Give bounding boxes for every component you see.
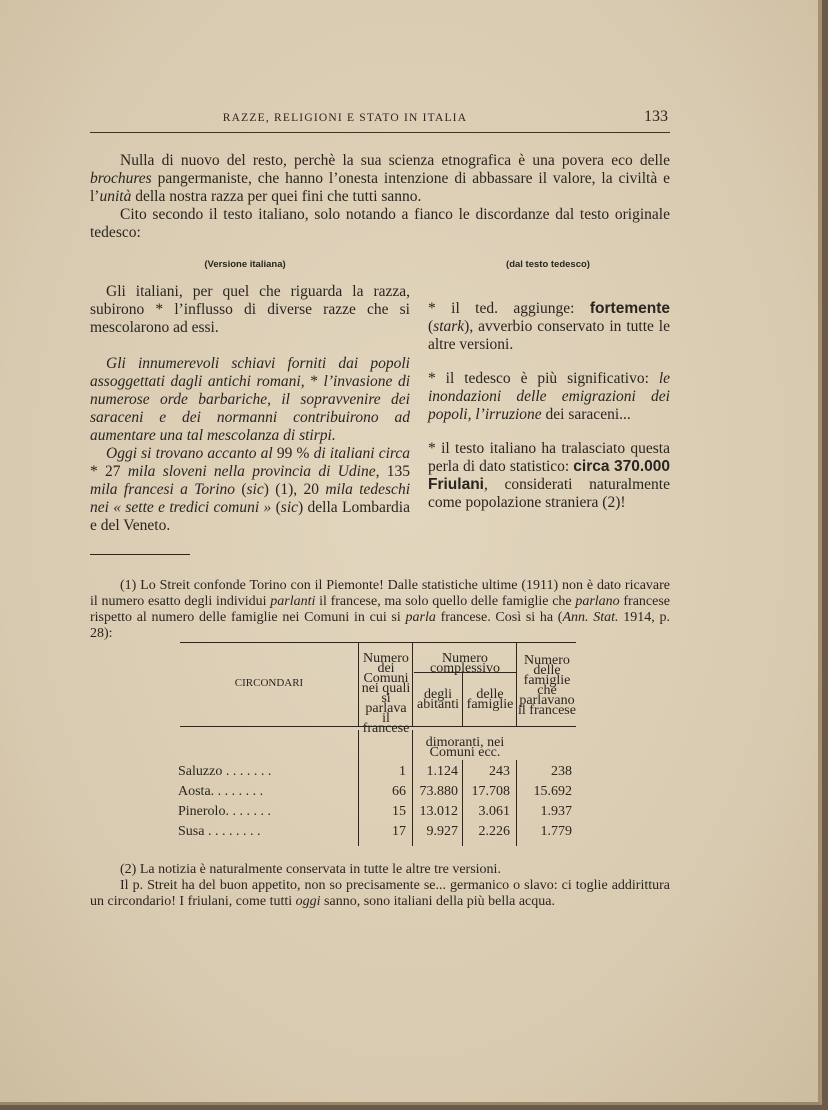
footnote-2-line-2 — [90, 878, 670, 910]
left-paragraph-3 — [90, 445, 410, 535]
fn2-b: oggi — [295, 894, 321, 909]
table-cell-comuni: 66 — [392, 784, 406, 799]
header-famiglie: delle famiglie — [466, 687, 514, 712]
table-cell-parlavano: 238 — [551, 764, 572, 779]
left-p3-a: Oggi si trovano accanto al — [106, 445, 277, 462]
left-p3-k: mila tedeschi nei « sette e tredici comuni » — [90, 481, 410, 516]
table-cell-parlavano: 1.937 — [540, 804, 572, 819]
page-number: 133 — [644, 108, 668, 125]
table-vline-body-3 — [462, 760, 463, 846]
table-cell-parlavano: 15.692 — [533, 784, 572, 799]
footnote-1-text — [90, 578, 670, 642]
fn1-i: 1914, p. 28): — [90, 610, 670, 641]
table-cell-abitanti: 13.012 — [419, 804, 458, 819]
right-column-heading: (dal testo tedesco) — [506, 259, 590, 270]
note-dimoranti: dimoranti, nei Comuni ecc. — [425, 735, 505, 760]
left-p3-e: mila sloveni nella provincia di Udine, — [127, 463, 380, 480]
fn1-a: (1) Lo Streit confonde Torino con il Piemonte! Dalle statistiche ultime (1911) non è dato ricavare il numero esatto degli individui — [90, 578, 670, 609]
table-cell-name: Aosta. . . . . . . . — [178, 784, 264, 799]
table-cell-abitanti: 9.927 — [426, 824, 458, 839]
left-p2-c: l’invasione di numerose orde barbariche, il sopravvenire dei saraceni e dei normanni contribuirono ad aumentare una tal mescolanza di stirpi. — [90, 373, 411, 444]
table-vline-3 — [462, 672, 463, 726]
table-cell-famiglie: 243 — [489, 764, 510, 779]
table-vline-1 — [358, 642, 359, 726]
fn1-d: parlano — [575, 594, 620, 609]
fn1-b: parlanti — [270, 594, 316, 609]
fn1-c: il francese, ma solo quello delle famiglie che — [315, 594, 576, 609]
intro-p1-c: pangermaniste, che hanno l’onesta intenzione di abbassare il valore, la civiltà e l’ — [90, 170, 670, 205]
header-parlavano: Numero delle famiglie che parlavano il francese — [518, 653, 576, 718]
footnote-2-line-1: (2) La notizia è naturalmente conservata in tutte le altre tre versioni. — [120, 862, 501, 877]
fn1-g: francese. Così si ha ( — [435, 610, 563, 625]
intro-p1-e: della nostra razza per quei fini che tutti sanno. — [131, 188, 422, 205]
intro-p1-d: unità — [99, 188, 132, 205]
table-cell-name: Pinerolo. . . . . . . — [178, 804, 271, 819]
left-p3-b: 99 % — [276, 445, 310, 462]
right-n2-b: le inondazioni delle emigrazioni dei popoli, l’irruzione — [428, 370, 670, 423]
left-p3-j: ) (1), 20 — [263, 481, 326, 498]
right-note-1 — [428, 300, 670, 354]
left-p2-a: Gli innumerevoli schiavi forniti dai popoli assoggettati dagli antichi romani, — [90, 355, 410, 390]
left-p3-h: ( — [235, 481, 247, 498]
running-header — [90, 108, 670, 133]
left-p3-n: ) della Lombardia e del Veneto. — [90, 499, 410, 534]
intro-text — [90, 152, 670, 242]
header-abitanti: degli abitanti — [417, 687, 459, 712]
table-cell-abitanti: 1.124 — [426, 764, 458, 779]
left-p3-d: * 27 — [90, 463, 128, 480]
right-note-3 — [428, 440, 670, 512]
right-n2-c: dei saraceni... — [541, 406, 631, 423]
right-n3-b: circa 370.000 Friulani — [428, 458, 670, 493]
fn1-f: parla — [405, 610, 436, 625]
left-paragraph-2 — [90, 355, 410, 445]
left-p3-g: mila francesi a Torino — [90, 481, 236, 498]
right-n1-c: ( — [428, 318, 434, 335]
table-cell-abitanti: 73.880 — [419, 784, 458, 799]
left-column — [90, 283, 410, 535]
left-p3-l: ( — [271, 499, 281, 516]
table-vline-2 — [412, 642, 413, 726]
table-cell-famiglie: 3.061 — [478, 804, 510, 819]
right-n1-a: * il ted. aggiunge: — [428, 300, 590, 317]
left-p3-i: sic — [246, 481, 264, 498]
right-n3-a: * il testo italiano ha tralasciato questa perla di dato statistico: — [428, 440, 670, 475]
table-cell-name: Susa . . . . . . . . — [178, 824, 261, 839]
table-cell-comuni: 17 — [392, 824, 406, 839]
footnote-1 — [90, 578, 670, 642]
right-note-2 — [428, 370, 670, 424]
left-p3-m: sic — [280, 499, 299, 516]
table-cell-famiglie: 17.708 — [471, 784, 510, 799]
right-n1-d: stark — [433, 318, 465, 335]
intro-p1-a: Nulla di nuovo del resto, perchè la sua scienza etnografica è una povera eco delle — [120, 152, 670, 169]
left-paragraph-1: Gli italiani, per quel che riguarda la razza, subirono * l’influsso di diverse razze che si mescolarono ad essi. — [90, 283, 410, 336]
footnote-2 — [90, 862, 670, 910]
header-circondari: CIRCONDARI — [234, 677, 304, 689]
statistics-table — [180, 642, 576, 848]
left-p3-f: 135 — [379, 463, 411, 480]
fn1-e: francese rispetto al numero delle famiglie nei Comuni in cui si — [90, 594, 670, 625]
left-p2-b: * — [310, 373, 324, 390]
intro-paragraph-2: Cito secondo il testo italiano, solo notando a fianco le discordanze dal testo originale tedesco: — [90, 206, 670, 241]
intro-paragraph-1 — [90, 152, 670, 206]
right-n2-a: * il tedesco è più significativo: — [428, 370, 659, 387]
left-p3-c: di italiani circa — [309, 445, 410, 462]
footnote-separator — [90, 554, 190, 555]
table-vline-body-1 — [358, 730, 359, 846]
fn2-c: sanno, sono italiani della più bella acqua. — [320, 894, 555, 909]
table-cell-comuni: 15 — [392, 804, 406, 819]
table-cell-famiglie: 2.226 — [478, 824, 510, 839]
table-vline-4 — [516, 642, 517, 726]
right-n1-e: ), avverbio conservato in tutte le altre versioni. — [428, 318, 670, 353]
right-n1-b: fortemente — [589, 300, 670, 317]
header-complessivo: Numero complessivo — [430, 651, 500, 676]
left-column-heading: (Versione italiana) — [204, 259, 286, 270]
table-vline-body-2 — [412, 730, 413, 846]
running-title: RAZZE, RELIGIONI E STATO IN ITALIA — [222, 112, 468, 124]
table-cell-name: Saluzzo . . . . . . . — [178, 764, 272, 779]
table-vline-body-4 — [516, 760, 517, 846]
table-cell-comuni: 1 — [399, 764, 406, 779]
right-column — [428, 300, 670, 512]
right-n3-c: , considerati naturalmente come popolazione straniera (2)! — [428, 476, 670, 511]
table-cell-parlavano: 1.779 — [540, 824, 572, 839]
fn1-h: Ann. Stat. — [562, 610, 619, 625]
intro-p1-b: brochures — [90, 170, 152, 187]
header-comuni: Numero dei Comuni nei quali si parlava il francese — [361, 651, 411, 736]
fn2-a: Il p. Streit ha del buon appetito, non so precisamente se... germanico o slavo: ci toglie addirittura un circondario! I friulani, come tutti — [90, 878, 670, 909]
